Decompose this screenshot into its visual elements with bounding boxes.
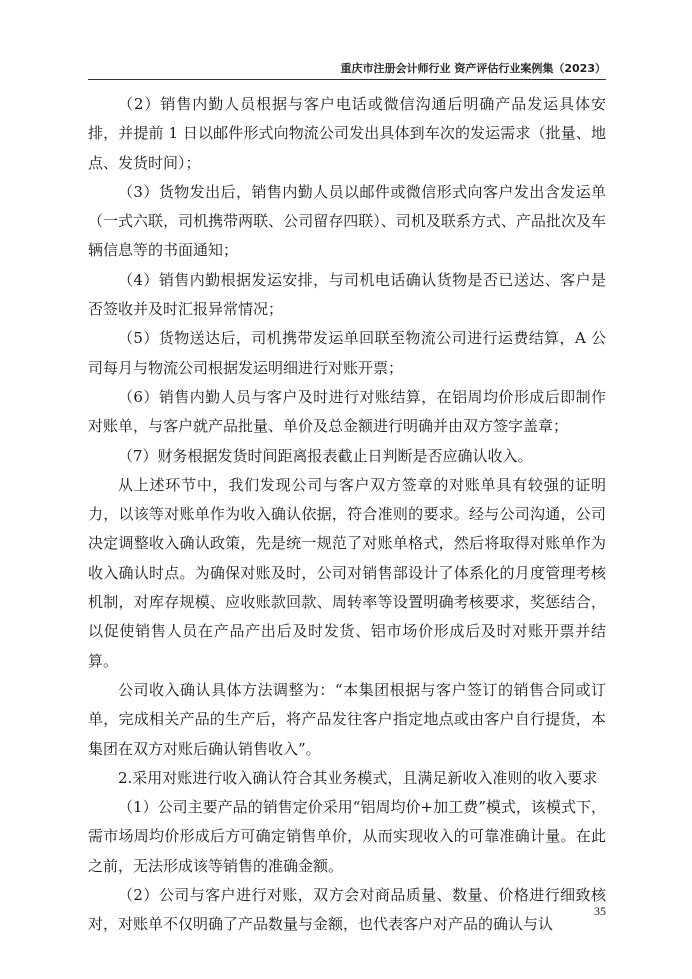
paragraph: 公司收入确认具体方法调整为：“本集团根据与客户签订的销售合同或订单，完成相关产品的生产后，将产品发往客户指定地点或由客户自行提货，本集团在双方对账后确认销售收入”。 xyxy=(88,680,606,758)
paragraph: （1）公司主要产品的销售定价采用“铝周均价+加工费”模式，该模式下，需市场周均价形成后方可确定销售单价，从而实现收入的可靠准确计量。在此之前，无法形成该等销售的准确金额。 xyxy=(88,798,606,875)
paragraph: （7）财务根据发货时间距离报表截止日判断是否应确认收入。 xyxy=(118,446,533,465)
paragraph: （2）公司与客户进行对账，双方会对商品质量、数量、价格进行细致核对，对账单不仅明确了产品数量与金额，也代表客户对产品的确认与认 xyxy=(88,886,606,934)
page-number: 35 xyxy=(594,904,606,918)
body-text xyxy=(88,90,606,940)
paragraph: （3）货物发出后，销售内勤人员以邮件或微信形式向客户发出含发运单（一式六联，司机携带两联、公司留存四联）、司机及联系方式、产品批次及车辆信息等的书面通知； xyxy=(88,182,606,260)
paragraph: （5）货物送达后，司机携带发运单回联至物流公司进行运费结算，A 公司每月与物流公司根据发运明细进行对账开票； xyxy=(88,329,606,377)
paragraph: 从上述环节中，我们发现公司与客户双方签章的对账单具有较强的证明力，以该等对账单作为收入确认依据，符合准则的要求。经与公司沟通，公司决定调整收入确认政策，先是统一规范了对账单格式，然后将取得对账单作为收入确认时点。为确保对账及时，公司对销售部设计了体系化的月度管理考核机制，对库存规模、应收账款回款、周转率等设置明确考核要求，奖惩结合，以促使销售人员在产品产出后及时发货、铝市场价形成后及时对账开票并结算。 xyxy=(88,475,606,670)
paragraph: （6）销售内勤人员与客户及时进行对账结算，在铝周均价形成后即制作对账单，与客户就产品批量、单价及总金额进行明确并由双方签字盖章； xyxy=(88,387,606,436)
header-rule xyxy=(88,79,606,80)
paragraph: （2）销售内勤人员根据与客户电话或微信沟通后明确产品发运具体安排，并提前 1 日以邮件形式向物流公司发出具体到车次的发运需求（批量、地点、发货时间）； xyxy=(88,95,606,172)
section-heading: 2.采用对账进行收入确认符合其业务模式，且满足新收入准则的收入要求 xyxy=(118,768,598,787)
paragraph: （4）销售内勤根据发运安排，与司机电话确认货物是否已送达、客户是否签收并及时汇报异常情况； xyxy=(88,270,606,319)
running-header: 重庆市注册会计师行业 资产评估行业案例集（2023） xyxy=(340,62,606,75)
